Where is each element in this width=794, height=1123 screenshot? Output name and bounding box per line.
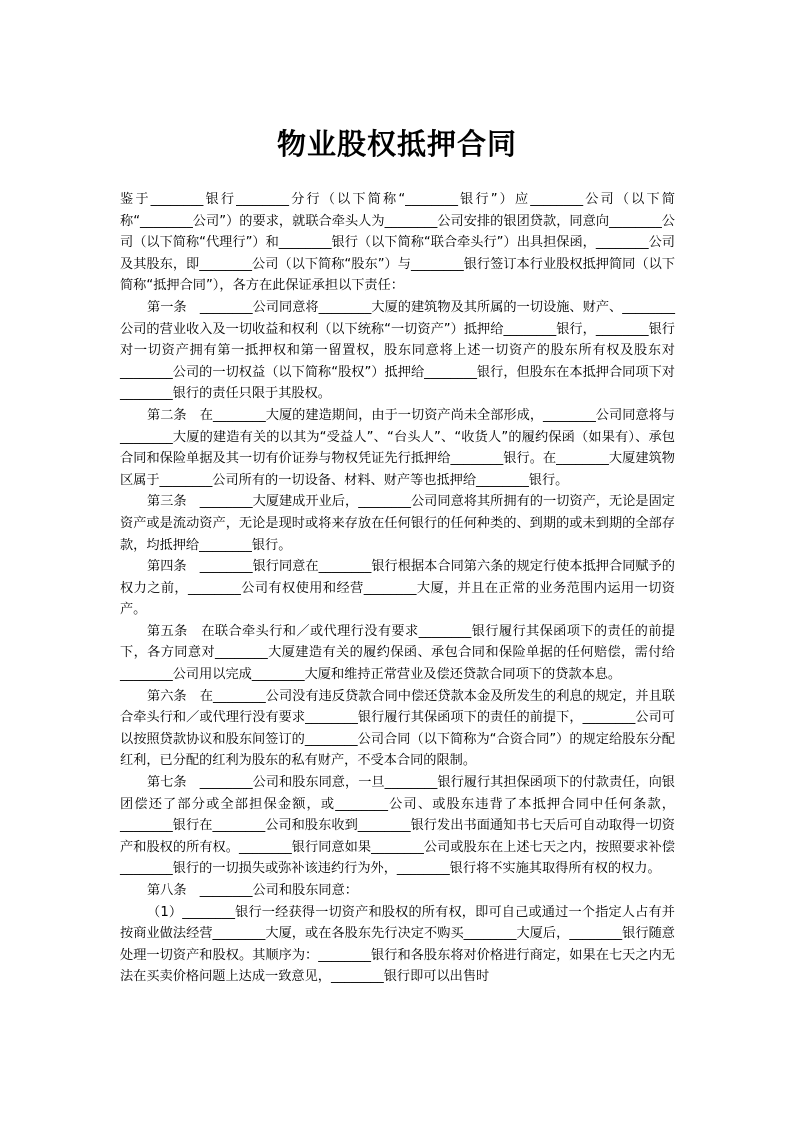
- article-4-paragraph: 第四条 ________银行同意在________银行根据本合同第六条的规定行使本抵押合同赋予的权力之前，________公司有权使用和经营________大厦，并且在正常的业务范围内运用一切资产。: [120, 559, 675, 618]
- article-6-paragraph: 第六条 在________公司没有违反贷款合同中偿还贷款本金及所发生的利息的规定，并且联合牵头行和／或代理行没有要求________银行履行其保函项下的责任的前提下，________公司可以按照贷款协议和股东间签订的________公司合同（以下简称为“合资合同”）的规定给股东分配红利，已分配的红利为股东的私有财产，不受本合同的限制。: [120, 688, 675, 769]
- document-title: 物业股权抵押合同: [276, 127, 517, 161]
- article-2-paragraph: 第二条 在________大厦的建造期间，由于一切资产尚未全部形成，________公司同意将与________大厦的建造有关的以其为“受益人”、“台头人”、“收货人”的履约保函（如果有）、承包合同和保险单据及其一切有价证券与物权凭证先行抵押给________银行。在________大厦建筑物区属于________公司所有的一切设备、材料、财产等也抵押给________银行。: [120, 407, 675, 488]
- article-3-paragraph: 第三条 ________大厦建成开业后，________公司同意将其所拥有的一切资产，无论是固定资产或是流动资产，无论是现时或将来存放在任何银行的任何种类的、到期的或未到期的全部存款，均抵押给________银行。: [120, 494, 675, 553]
- article-8-paragraph: 第八条 ________公司和股东同意：: [147, 883, 358, 898]
- document-body: [120, 189, 675, 988]
- preamble-paragraph: 鉴于________银行________分行（以下简称“________银行”）应________公司（以下简称“________公司”）的要求，就联合牵头人为________公司安排的银团贷款，同意向________公司（以下简称“代理行”）和________银行（以下简称“联合牵头行”）出具担保函，________公司及其股东，即________公司（以下简称“股东”）与________银行签订本行业股权抵押简同（以下简称“抵押合同”），各方在此保证承担以下责任：: [120, 192, 675, 294]
- article-7-paragraph: 第七条 ________公司和股东同意，一旦________银行履行其担保函项下的付款责任，向银团偿还了部分或全部担保金额，或________公司、或股东违背了本抵押合同中任何条款，________银行在________公司和股东收到________银行发出书面通知书七天后可自动取得一切资产和股权的所有权。________银行同意如果________公司或股东在上述七天之内，按照要求补偿________银行的一切损失或弥补该违约行为外，________银行将不实施其取得所有权的权力。: [120, 775, 675, 877]
- article-5-paragraph: 第五条 在联合牵头行和／或代理行没有要求________银行履行其保函项下的责任的前提下，各方同意对________大厦建造有关的履约保函、承包合同和保险单据的任何赔偿，需付给________公司用以完成________大厦和维持正常营业及偿还贷款合同项下的贷款本息。: [120, 623, 675, 683]
- article-1-paragraph: 第一条 ________公司同意将________大厦的建筑物及其所属的一切设施、财产、________公司的营业收入及一切收益和权利（以下统称“一切资产”）抵押给________银行，________银行对一切资产拥有第一抵押权和第一留置权，股东同意将上述一切资产的股东所有权及股东对________公司的一切权益（以下简称“股权”）抵押给________银行，但股东在本抵押合同项下对________银行的责任只限于其股权。: [120, 299, 675, 402]
- article-8-item-1-paragraph: （1）________银行一经获得一切资产和股权的所有权，即可自己或通过一个指定人占有并按商业做法经营________大厦，或在各股东先行决定不购买________大厦后，________银行随意处理一切资产和股权。其顺序为：________银行和各股东将对价格进行商定，如果在七天之内无法在买卖价格问题上达成一致意见，________银行即可以出售时: [120, 904, 675, 985]
